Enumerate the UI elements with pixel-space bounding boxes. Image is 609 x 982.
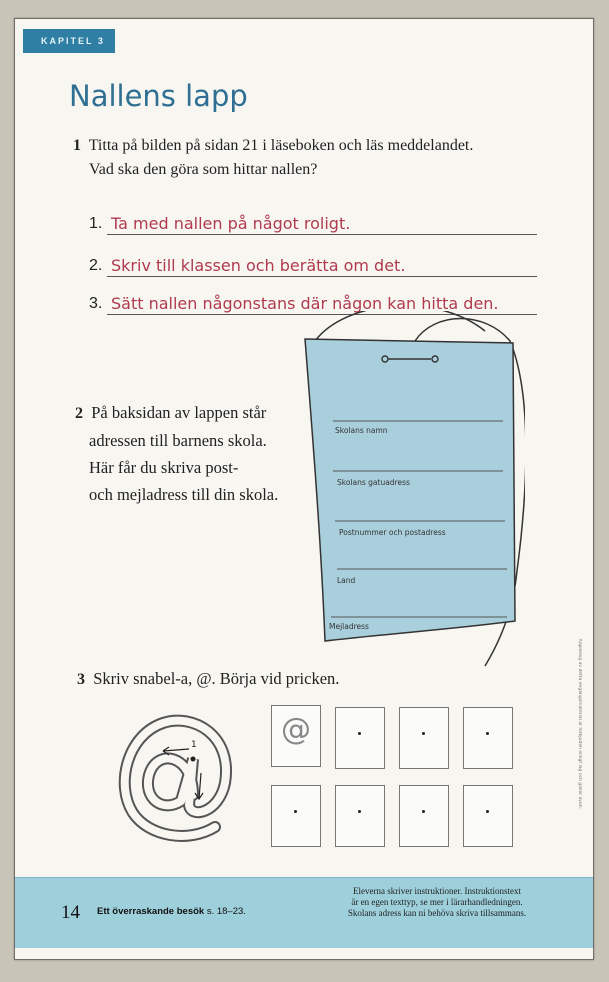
answer-row-2[interactable] [89, 251, 537, 277]
question-1-prompt [73, 137, 473, 155]
question-2-number: 2 [75, 405, 83, 422]
teacher-note-line: är en egen texttyp, se mer i lärarhandledningen. [351, 897, 523, 907]
practice-box[interactable] [399, 785, 449, 847]
practice-box[interactable] [335, 785, 385, 847]
note-field-label: Skolans namn [335, 426, 388, 435]
answer-line [107, 234, 537, 235]
book-title: Ett överraskande besök [97, 906, 205, 917]
answer-number: 2. [89, 257, 103, 274]
question-2-line-4: och mejladress till din skola. [89, 485, 279, 504]
answer-line [107, 276, 537, 277]
answer-number: 3. [89, 295, 103, 312]
book-reference [97, 906, 246, 917]
question-1-number: 1 [73, 137, 81, 154]
workbook-page [14, 18, 594, 960]
guide-step-number: 1 [191, 740, 197, 750]
teacher-note-line: Skolans adress kan ni behöva skriva tillsammans. [347, 908, 527, 918]
start-dot [422, 732, 425, 735]
footer-band [15, 877, 593, 948]
start-dot [486, 732, 489, 735]
start-dot [358, 810, 361, 813]
hanging-note [285, 311, 525, 671]
note-field-label: Mejladress [329, 622, 369, 631]
question-2-line-1: På baksidan av lappen står [91, 403, 267, 422]
teacher-notes [317, 886, 557, 919]
question-3-number: 3 [77, 671, 85, 688]
question-3-text: Skriv snabel-a, @. Börja vid pricken. [93, 669, 340, 688]
practice-box[interactable] [399, 707, 449, 769]
note-paper [305, 339, 515, 641]
string [315, 311, 485, 341]
question-2-prompt [75, 399, 278, 508]
teacher-note-line: Eleverna skriver instruktioner. Instruktionstext [353, 886, 521, 896]
start-dot [358, 732, 361, 735]
answer-number: 1. [89, 215, 103, 232]
practice-box[interactable] [335, 707, 385, 769]
note-field-label: Land [337, 576, 356, 585]
question-2-line-2: adressen till barnens skola. [89, 431, 267, 450]
answer-text[interactable]: Ta med nallen på något roligt. [111, 214, 351, 233]
practice-box[interactable] [463, 785, 513, 847]
answer-row-1[interactable] [89, 209, 537, 235]
start-dot [294, 810, 297, 813]
question-1-prompt-line-2: Vad ska den göra som hittar nallen? [89, 161, 318, 178]
start-dot [191, 757, 196, 762]
direction-arrow [163, 749, 189, 751]
chapter-tab: KAPITEL 3 [23, 29, 115, 53]
practice-box[interactable] [271, 785, 321, 847]
at-sign-guide [97, 695, 253, 855]
book-pages: s. 18–23. [206, 906, 246, 917]
practice-box[interactable] [463, 707, 513, 769]
answer-text[interactable]: Sätt nallen någonstans där någon kan hitta den. [111, 294, 499, 313]
practice-box-sample [271, 705, 321, 767]
question-1-prompt-line-1: Titta på bilden på sidan 21 i läseboken och läs meddelandet. [88, 137, 474, 154]
copyright-side-text: Kopiering av detta engångsmaterial är förbjuden enligt lag och gäller även. [577, 639, 582, 809]
page-title: Nallens lapp [69, 79, 248, 113]
answer-text[interactable]: Skriv till klassen och berätta om det. [111, 256, 406, 275]
question-2-line-3: Här får du skriva post- [89, 458, 239, 477]
sample-at-sign: @ [281, 712, 311, 747]
page-number: 14 [61, 902, 80, 923]
start-dot [422, 810, 425, 813]
note-field-label: Skolans gatuadress [337, 478, 410, 487]
note-field-label: Postnummer och postadress [339, 528, 446, 537]
start-dot [486, 810, 489, 813]
question-3-prompt [77, 669, 339, 689]
